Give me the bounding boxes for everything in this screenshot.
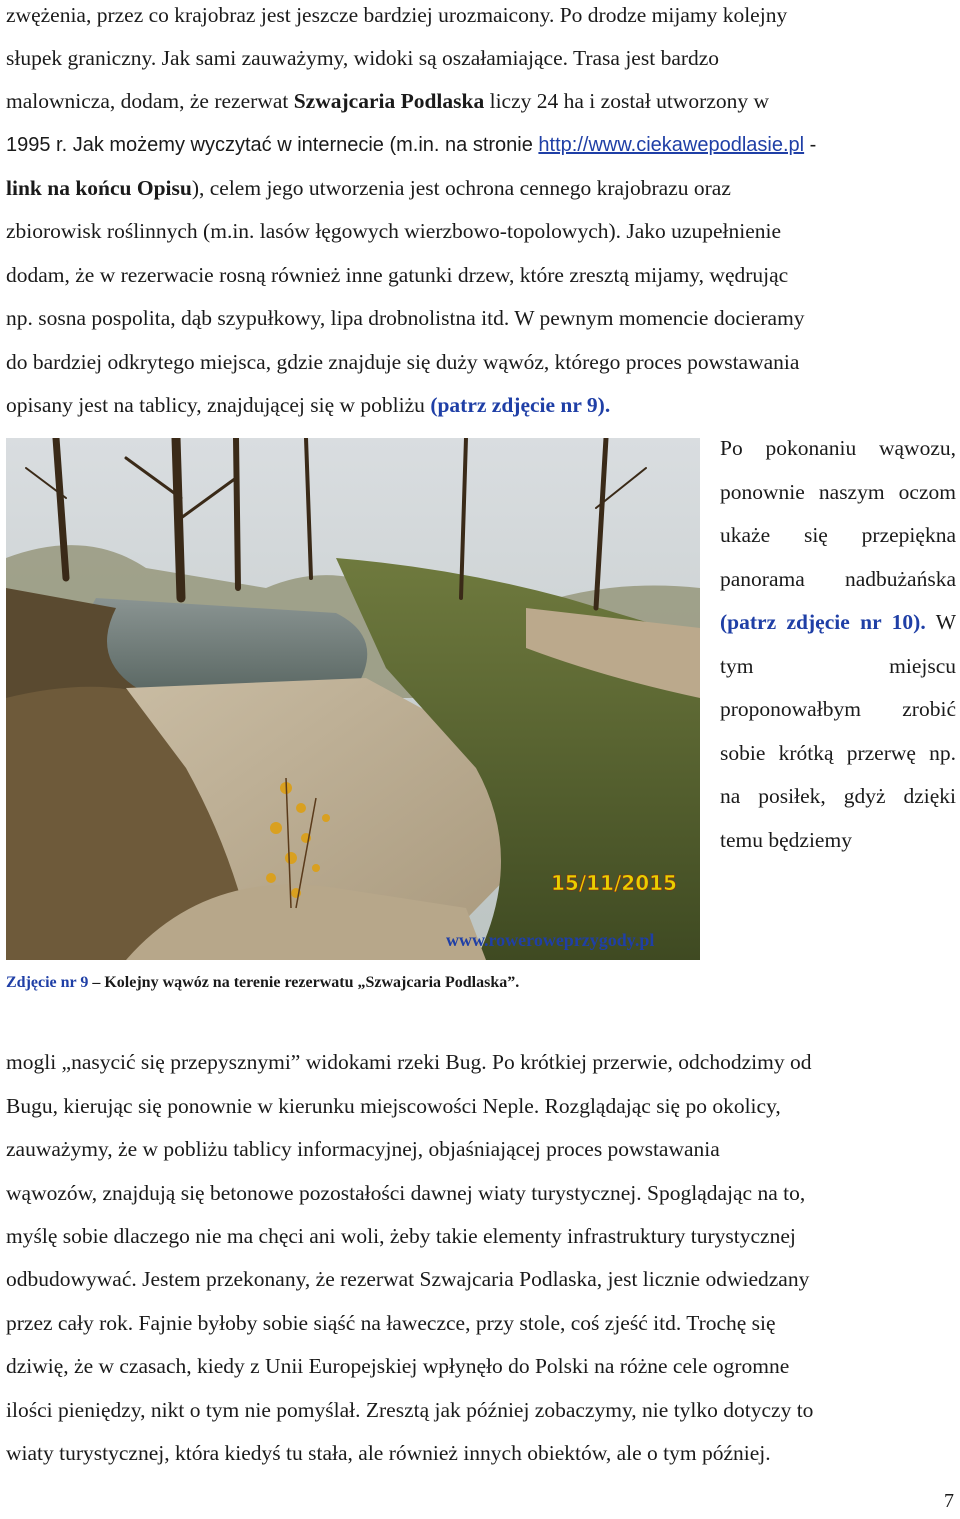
text-line: mogli „nasycić się przepysznymi” widokami rzeki Bug. Po krótkiej przerwie, odchodzimy od <box>6 1050 812 1074</box>
text-line: odbudowywać. Jestem przekonany, że rezerwat Szwajcaria Podlaska, jest licznie odwiedzany <box>6 1267 810 1291</box>
text-line: do bardziej odkrytego miejsca, gdzie znajduje się duży wąwóz, którego proces powstawania <box>6 350 800 374</box>
text-line: ilości pieniędzy, nikt o tym nie pomyślał. Zresztą jak później zobaczymy, nie tylko dotyczy to <box>6 1398 814 1422</box>
text-line: myślę sobie dlaczego nie ma chęci ani woli, żeby takie elementy infrastruktury turystycznej <box>6 1224 796 1248</box>
link-note: link na końcu Opisu <box>6 176 192 200</box>
reserve-name: Szwajcaria Podlaska <box>293 89 485 113</box>
text-line: dziwię, że w czasach, kiedy z Unii Europejskiej wpłynęło do Polski na różne cele ogromne <box>6 1354 790 1378</box>
side-paragraph: Po pokonaniu wąwozu, ponownie naszym oczom ukaże się przepiękna panorama nadbużańska (patrz zdjęcie nr 10). W tym miejscu proponowałbym zrobić sobie krótką przerwę np. na posiłek, gdyż dzięki temu będziemy <box>720 436 956 852</box>
photo-image <box>6 438 700 960</box>
text-line: dodam, że w rezerwacie rosną również inne gatunki drzew, które zresztą mijamy, wędrując <box>6 263 789 287</box>
text-line: zwężenia, przez co krajobraz jest jeszcze bardziej urozmaicony. Po drodze mijamy kolejny <box>6 3 788 27</box>
photo-reference-10: (patrz zdjęcie nr 10). <box>720 610 926 634</box>
photo-watermark: www.rowerowеprzygody.pl <box>446 930 655 950</box>
page-number: 7 <box>944 1490 954 1512</box>
text-line: Bugu, kierując się ponownie w kierunku miejscowości Neple. Rozglądając się po okolicy, <box>6 1094 781 1118</box>
text-line: wąwozów, znajdują się betonowe pozostałości dawnej wiaty turystycznej. Spoglądając na to, <box>6 1181 806 1205</box>
text-line: zbiorowisk roślinnych (m.in. lasów łęgowych wierzbowo-topolowych). Jako uzupełnienie <box>6 219 782 243</box>
website-link[interactable]: http://www.ciekawepodlasie.pl <box>538 134 805 156</box>
caption-text: – Kolejny wąwóz na terenie rezerwatu „Szwajcaria Podlaska”. <box>88 974 520 991</box>
photo-caption <box>6 974 519 992</box>
text-line: 1995 r. Jak możemy wyczytać w internecie (m.in. na stronie http://www.ciekawepodlasie.pl - <box>6 134 817 156</box>
ravine-photo <box>6 438 700 960</box>
text-line: wiaty turystycznej, która kiedyś tu stała, ale również innych obiektów, ale o tym później. <box>6 1441 771 1465</box>
text-line: link na końcu Opisu), celem jego utworzenia jest ochrona cennego krajobrazu oraz <box>6 176 731 200</box>
photo-reference: (patrz zdjęcie nr 9). <box>430 393 611 417</box>
text-line: zauważymy, że w pobliżu tablicy informacyjnej, objaśniającej proces powstawania <box>6 1137 720 1161</box>
photo-date-stamp: 15/11/2015 <box>551 871 677 895</box>
text-line: malownicza, dodam, że rezerwat Szwajcaria Podlaska liczy 24 ha i został utworzony w <box>6 89 770 113</box>
text-line: przez cały rok. Fajnie byłoby sobie siąść na ławeczce, przy stole, coś zjeść itd. Trochę się <box>6 1311 776 1335</box>
text-line: np. sosna pospolita, dąb szypułkowy, lipa drobnolistna itd. W pewnym momencie docieramy <box>6 306 805 330</box>
caption-number: Zdjęcie nr 9 <box>6 974 89 991</box>
text-line: słupek graniczny. Jak sami zauważymy, widoki są oszałamiające. Trasa jest bardzo <box>6 46 720 70</box>
text-line: opisany jest na tablicy, znajdującej się w pobliżu (patrz zdjęcie nr 9). <box>6 393 611 417</box>
